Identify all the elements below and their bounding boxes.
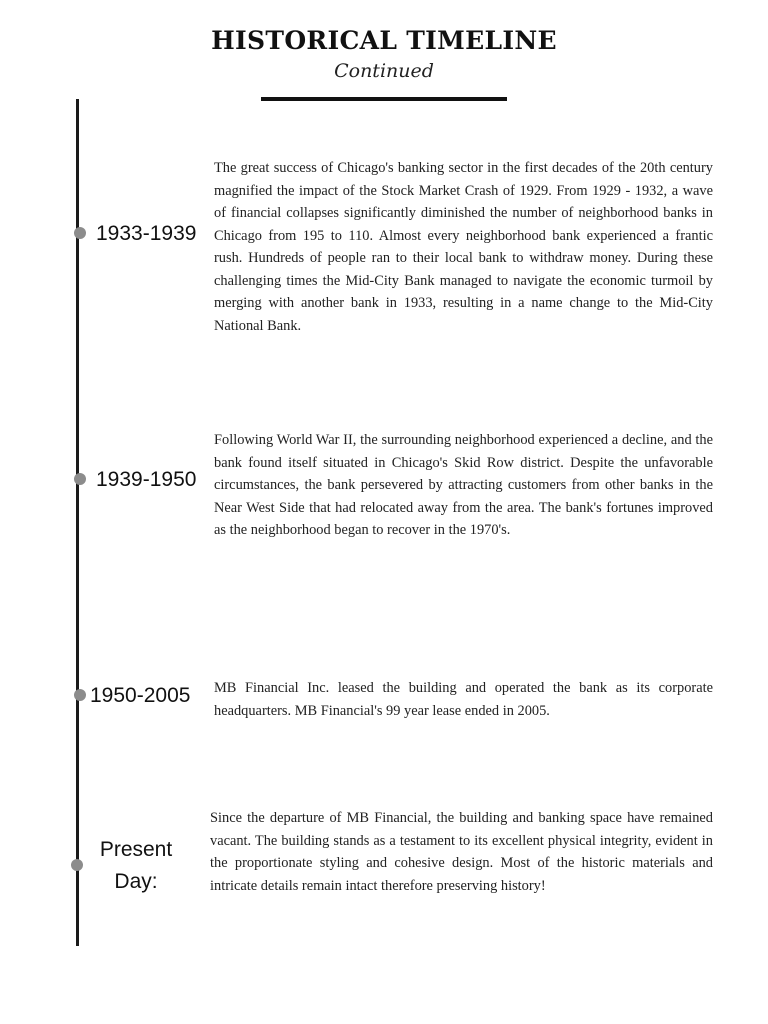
- timeline-entry-text: Following World War II, the surrounding neighborhood experienced a decline, and the bank found itself situated in Chicago's Skid Row district. Despite the unfavorable circumstances, the bank persevered by attracting customers from other banks in the Near West Side that had relocated away from the area. The bank's fortunes improved as the neighborhood began to recover in the 1970's.: [214, 432, 713, 538]
- timeline-dot: [71, 859, 83, 871]
- page-title: HISTORICAL TIMELINE: [211, 26, 557, 55]
- timeline-period-line1: Present: [99, 838, 173, 861]
- timeline-dot: [74, 227, 86, 239]
- timeline-dot: [74, 689, 86, 701]
- timeline-period: 1939-1950: [96, 468, 197, 491]
- timeline-entry-text: The great success of Chicago's banking sector in the first decades of the 20th century magnified the impact of the Stock Market Crash of 1929. From 1929 - 1932, a wave of financial collapses significantly diminished the number of neighborhood banks in Chicago from 195 to 110. Almost every neighborhood bank experienced a frantic rush. Hundreds of people ran to their local bank to withdraw money. During these challenging times the Mid-City Bank managed to navigate the economic turmoil by merging with another bank in 1933, resulting in a name change to the Mid-City National Bank.: [214, 160, 713, 334]
- timeline-dot: [74, 473, 86, 485]
- page-subtitle: Continued: [334, 60, 434, 82]
- timeline-entry-text: MB Financial Inc. leased the building and operated the bank as its corporate headquarters. MB Financial's 99 year lease ended in 2005.: [214, 680, 713, 719]
- timeline-period: 1950-2005: [90, 684, 191, 707]
- timeline-period-line2: Day:: [114, 870, 158, 893]
- title-underline: [261, 97, 507, 101]
- timeline-entry-text: Since the departure of MB Financial, the building and banking space have remained vacant. The building stands as a testament to its excellent physical integrity, evident in the proportionate styling and cohesive design. Most of the historic materials and intricate details remain intact therefore preserving history!: [210, 810, 713, 894]
- timeline-period: 1933-1939: [96, 222, 197, 245]
